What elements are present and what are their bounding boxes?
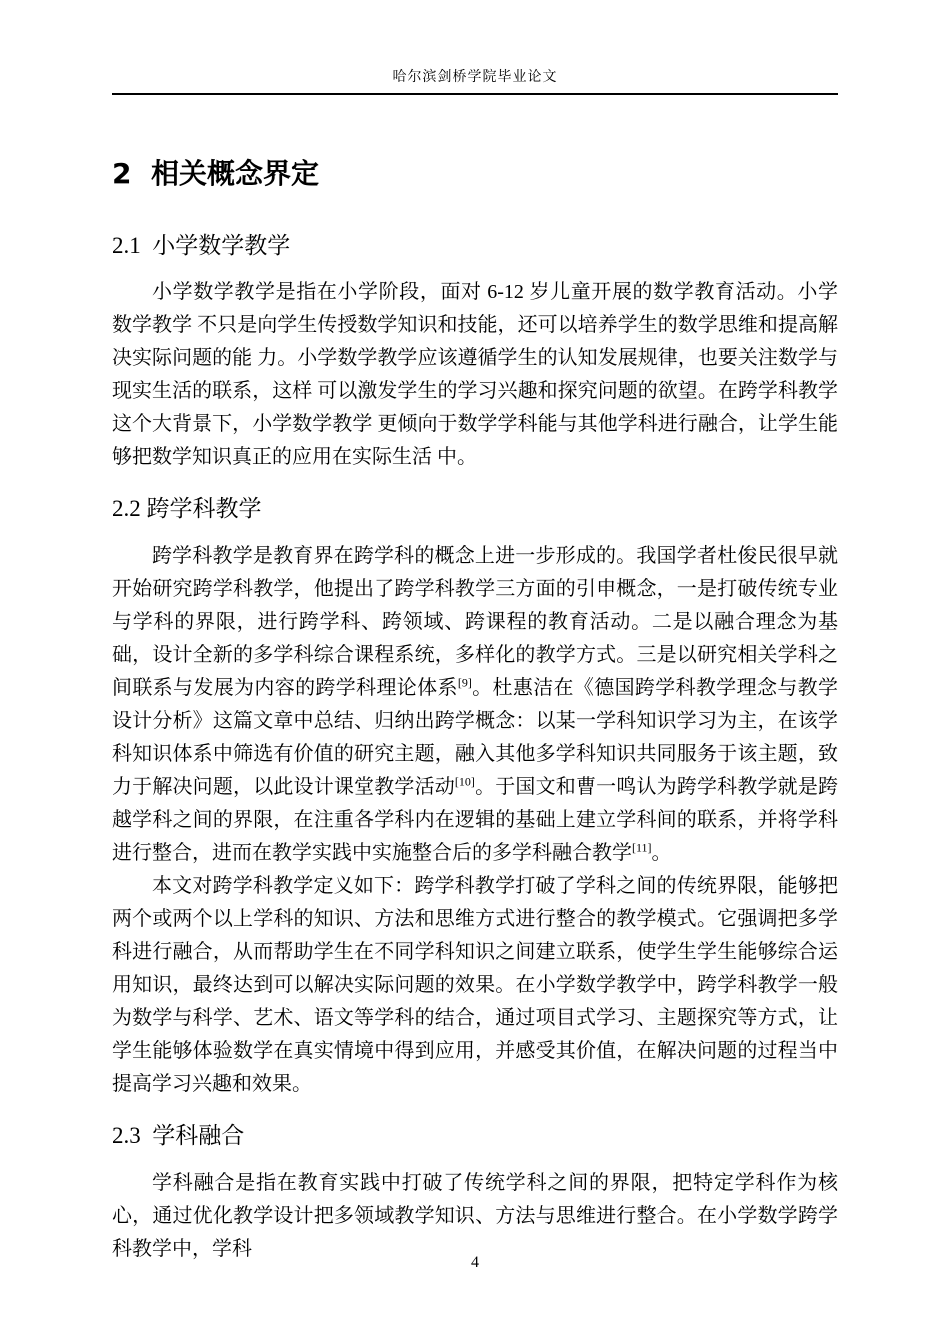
paragraph <box>112 870 838 1101</box>
citation-ref: [9] <box>457 675 472 690</box>
citation-ref: [11] <box>632 840 652 855</box>
section-2-1-heading: 2.1 小学数学教学 <box>112 232 291 258</box>
document-body <box>112 157 838 1266</box>
paragraph <box>112 540 838 870</box>
section-2-3 <box>112 1121 838 1266</box>
text-run: 本文对跨学科教学定义如下：跨学科教学打破了学科之间的传统界限，能够把两个或两个以上学科的知识、方法和思维方式进行整合的教学模式。它强调把多学科进行融合，从而帮助学生在不同学科知识之间建立联系，使学生学生能够综合运用知识，最终达到可以解决实际问题的效果。在小学数学教学中，跨学科教学一般为数学与科学、艺术、语文等学科的结合，通过项目式学习、主题探究等方式，让学生能够体验数学在真实情境中得到应用，并感受其价值，在解决问题的过程当中提高学习兴趣和效果。 <box>112 875 838 1096</box>
running-head: 哈尔滨剑桥学院毕业论文 <box>392 70 558 85</box>
header-divider <box>112 93 838 95</box>
citation-ref: [10] <box>454 774 475 789</box>
text-run: 学科融合是指在教育实践中打破了传统学科之间的界限，把特定学科作为核心，通过优化教学设计把多领域教学知识、方法与思维进行整合。在小学数学跨学科教学中，学科 <box>112 1172 838 1261</box>
paragraph <box>112 1167 838 1266</box>
page-footer <box>0 1254 950 1272</box>
chapter-heading: 2 相关概念界定 <box>112 157 319 190</box>
text-run: 小学数学教学是指在小学阶段，面对 6-12 岁儿童开展的数学教育活动。小学数学教学 不只是向学生传授数学知识和技能，还可以培养学生的数学思维和提高解决实际问题的能 力。小学数学教学应该遵循学生的认知发展规律，也要关注数学与现实生活的联系，这样 可以激发学生的学习兴趣和探究问题的欲望。在跨学科教学这个大背景下，小学数学教学 更倾向于数学学科能与其他学科进行融合，让学生能够把数学知识真正的应用在实际生活 中。 <box>112 281 838 469</box>
section-2-2 <box>112 494 838 1101</box>
page-number: 4 <box>471 1254 479 1271</box>
text-run: 。于国文和曹一鸣认为跨学科教学就是跨越学科之间的界限，在注重各学科内在逻辑的基础上建立学科间的联系，并将学科进行整合，进而在教学实践中实施整合后的多学科融合教学 <box>112 776 839 865</box>
text-run: 。杜惠洁在《德国跨学科教学理念与教学设计分析》这篇文章中总结、归纳出跨学概念：以某一学科知识学习为主，在该学科知识体系中筛选有价值的研究主题，融入其他多学科知识共同服务于该主题，致力于解决问题，以此设计课堂教学活动 <box>112 677 839 799</box>
section-2-2-heading: 2.2 跨学科教学 <box>112 496 262 522</box>
text-run: 。 <box>651 842 672 865</box>
page-header <box>112 0 838 95</box>
paragraph <box>112 276 838 474</box>
section-2-3-heading: 2.3 学科融合 <box>112 1123 245 1149</box>
section-2-1 <box>112 231 838 475</box>
text-run: 跨学科教学是教育界在跨学科的概念上进一步形成的。我国学者杜俊民很早就开始研究跨学科教学，他提出了跨学科教学三方面的引申概念，一是打破传统专业与学科的界限，进行跨学科、跨领域、跨课程的教育活动。二是以融合理念为基础，设计全新的多学科综合课程系统，多样化的教学方式。三是以研究相关学科之间联系与发展为内容的跨学科理论体系 <box>112 545 838 700</box>
